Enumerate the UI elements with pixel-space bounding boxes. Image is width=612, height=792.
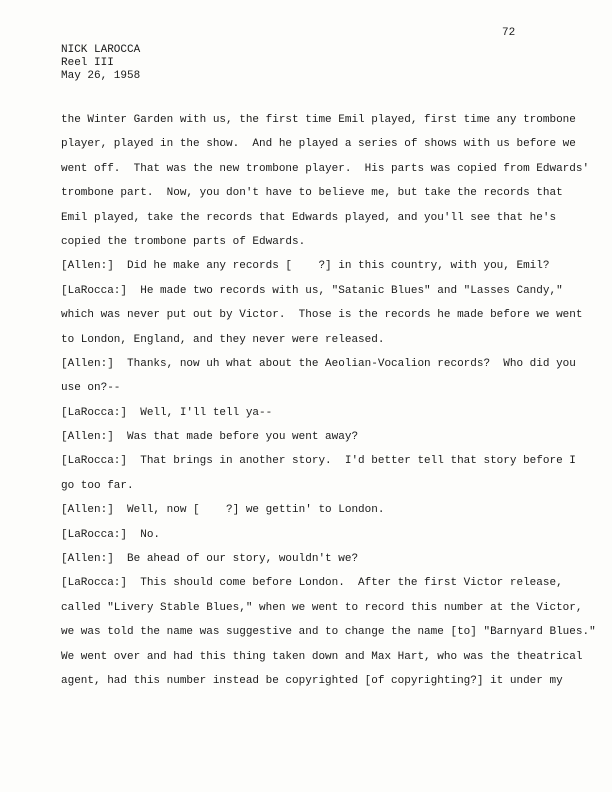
header-reel: Reel III [61, 57, 114, 69]
transcript-line: agent, had this number instead be copyrighted [of copyrighting?] it under my [61, 674, 563, 687]
document-header [61, 44, 140, 83]
header-name: NICK LAROCCA [61, 44, 141, 56]
transcript-line: which was never put out by Victor. Those is the records he made before we went [61, 309, 583, 322]
transcript-line: called "Livery Stable Blues," when we went to record this number at the Victor, [61, 601, 583, 614]
header-date: May 26, 1958 [61, 70, 141, 82]
page-number: 72 [502, 27, 516, 39]
transcript-line: We went over and had this thing taken down and Max Hart, who was the theatrical [61, 650, 583, 663]
transcript-line: [Allen:] Well, now [ ?] we gettin' to London. [61, 504, 385, 517]
transcript-line: Emil played, take the records that Edwards played, and you'll see that he's [61, 211, 557, 224]
transcript-line: [Allen:] Be ahead of our story, wouldn't we? [61, 553, 359, 566]
transcript-line: [Allen:] Thanks, now uh what about the Aeolian-Vocalion records? Who did you [61, 357, 576, 370]
transcript-line: [LaRocca:] He made two records with us, "Satanic Blues" and "Lasses Candy," [61, 284, 563, 297]
transcript-line: copied the trombone parts of Edwards. [61, 235, 306, 248]
transcript-line: [LaRocca:] That brings in another story. I'd better tell that story before I [61, 455, 576, 468]
transcript-line: use on?-- [61, 382, 121, 395]
transcript-line: we was told the name was suggestive and to change the name [to] "Barnyard Blues." [61, 626, 596, 639]
transcript-line: to London, England, and they never were released. [61, 333, 385, 346]
transcript-line: go too far. [61, 479, 134, 492]
transcript-body [61, 108, 596, 693]
transcript-line: player, played in the show. And he played a series of shows with us before we [61, 138, 576, 151]
transcript-line: the Winter Garden with us, the first time Emil played, first time any trombone [61, 114, 576, 126]
transcript-line: trombone part. Now, you don't have to believe me, but take the records that [61, 187, 563, 200]
transcript-line: [Allen:] Was that made before you went away? [61, 431, 359, 444]
transcript-line: went off. That was the new trombone player. His parts was copied from Edwards' [61, 162, 590, 175]
transcript-line: [LaRocca:] This should come before London. After the first Victor release, [61, 577, 563, 590]
transcript-line: [LaRocca:] Well, I'll tell ya-- [61, 406, 273, 419]
transcript-line: [Allen:] Did he make any records [ ?] in this country, with you, Emil? [61, 260, 550, 273]
transcript-line: [LaRocca:] No. [61, 528, 161, 541]
